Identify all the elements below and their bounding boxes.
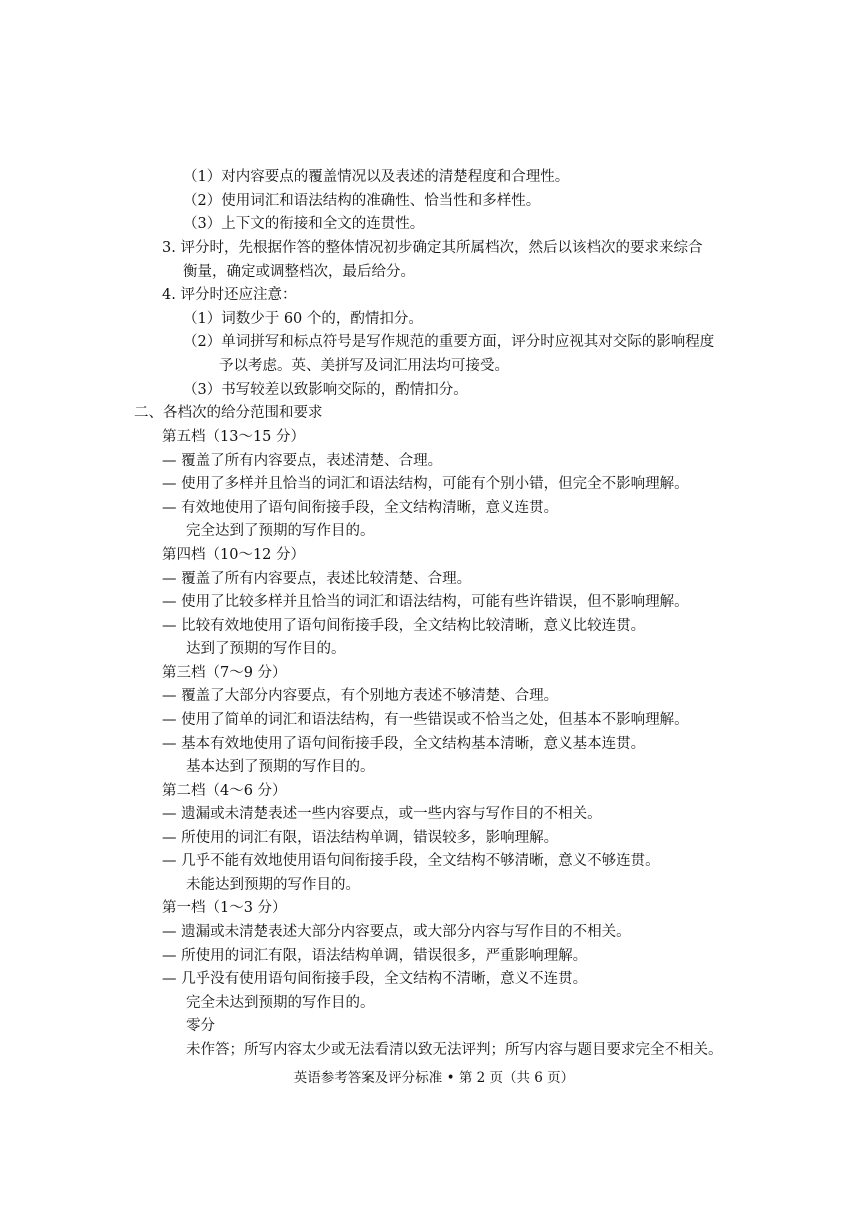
grade-1-bullet-1: — 遗漏或未清楚表述大部分内容要点，或大部分内容与写作目的不相关。	[162, 924, 631, 940]
grade-2-title: 第二档（4～6 分）	[162, 783, 287, 799]
grade-4-bullet-1: — 覆盖了所有内容要点，表述比较清楚、合理。	[162, 571, 472, 587]
grade-5-bullet-1: — 覆盖了所有内容要点，表述清楚、合理。	[162, 453, 443, 469]
grade-0-text: 未作答；所写内容太少或无法看清以致无法评判；所写内容与题目要求完全不相关。	[186, 1042, 723, 1058]
criterion-1: （1）对内容要点的覆盖情况以及表述的清楚程度和合理性。	[183, 169, 570, 185]
grade-1-bullet-3: — 几乎没有使用语句间衔接手段，全文结构不清晰，意义不连贯。	[162, 971, 588, 987]
grade-3-title: 第三档（7～9 分）	[162, 665, 287, 681]
criterion-2: （2）使用词汇和语法结构的准确性、恰当性和多样性。	[183, 193, 541, 209]
grade-4-bullet-3: — 比较有效地使用了语句间衔接手段，全文结构比较清晰，意义比较连贯。	[162, 618, 646, 634]
rule-4-item-1: （1）词数少于 60 个的，酌情扣分。	[183, 311, 423, 327]
grade-3-summary: 基本达到了预期的写作目的。	[186, 759, 375, 775]
rule-3-line-1: 3. 评分时，先根据作答的整体情况初步确定其所属档次，然后以该档次的要求来综合	[162, 240, 703, 256]
grade-3-bullet-2: — 使用了简单的词汇和语法结构，有一些错误或不恰当之处，但基本不影响理解。	[162, 712, 689, 728]
rule-4-title: 4. 评分时还应注意：	[162, 287, 297, 303]
grade-1-summary: 完全未达到预期的写作目的。	[186, 995, 375, 1011]
grade-1-bullet-2: — 所使用的词汇有限，语法结构单调，错误很多，严重影响理解。	[162, 948, 588, 964]
grade-0-title: 零分	[186, 1018, 215, 1034]
grade-4-summary: 达到了预期的写作目的。	[186, 641, 346, 657]
grade-3-bullet-1: — 覆盖了大部分内容要点，有个别地方表述不够清楚、合理。	[162, 688, 559, 704]
rule-3-line-2: 衡量，确定或调整档次，最后给分。	[183, 264, 415, 280]
rule-4-item-3: （3）书写较差以致影响交际的，酌情扣分。	[183, 382, 468, 398]
grade-3-bullet-3: — 基本有效地使用了语句间衔接手段，全文结构基本清晰，意义基本连贯。	[162, 736, 646, 752]
grade-2-bullet-2: — 所使用的词汇有限，语法结构单调，错误较多，影响理解。	[162, 830, 559, 846]
grade-4-bullet-2: — 使用了比较多样并且恰当的词汇和语法结构，可能有些许错误，但不影响理解。	[162, 594, 689, 610]
rule-4-item-2-line-2: 予以考虑。英、美拼写及词汇用法均可接受。	[219, 358, 509, 374]
grade-5-bullet-2: — 使用了多样并且恰当的词汇和语法结构，可能有个别小错，但完全不影响理解。	[162, 476, 689, 492]
grade-2-bullet-3: — 几乎不能有效地使用语句间衔接手段，全文结构不够清晰，意义不够连贯。	[162, 853, 660, 869]
grade-5-bullet-3: — 有效地使用了语句间衔接手段，全文结构清晰，意义连贯。	[162, 500, 559, 516]
criterion-3: （3）上下文的衔接和全文的连贯性。	[183, 216, 425, 232]
section-2-title: 二、各档次的给分范围和要求	[134, 405, 323, 421]
grade-2-bullet-1: — 遗漏或未清楚表述一些内容要点，或一些内容与写作目的不相关。	[162, 806, 602, 822]
grade-2-summary: 未能达到预期的写作目的。	[186, 877, 360, 893]
page-footer: 英语参考答案及评分标准 • 第 2 页（共 6 页）	[293, 1070, 575, 1086]
rule-4-item-2-line-1: （2）单词拼写和标点符号是写作规范的重要方面，评分时应视其对交际的影响程度	[183, 334, 715, 350]
grade-1-title: 第一档（1～3 分）	[162, 900, 287, 916]
grade-5-summary: 完全达到了预期的写作目的。	[186, 523, 375, 539]
grade-4-title: 第四档（10～12 分）	[162, 547, 306, 563]
grade-5-title: 第五档（13～15 分）	[162, 429, 306, 445]
